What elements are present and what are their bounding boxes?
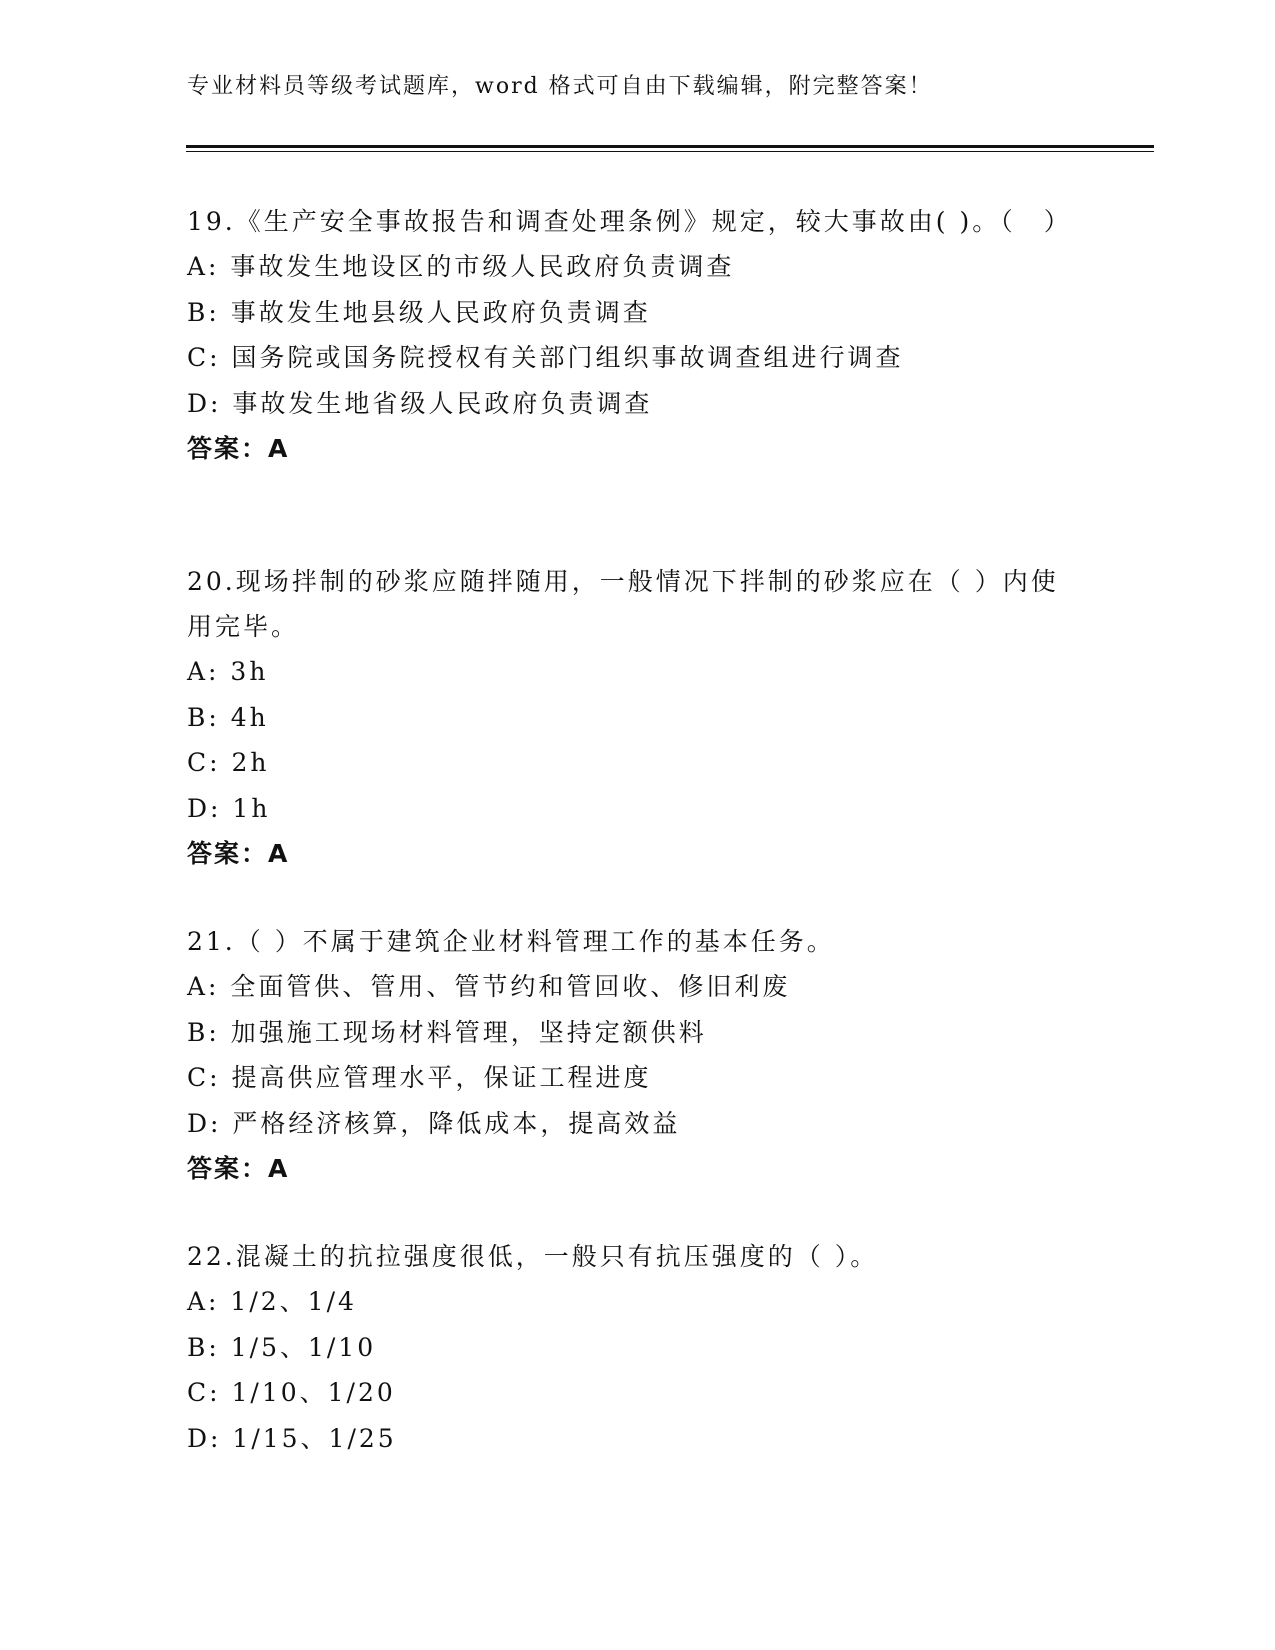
option-b: B: 加强施工现场材料管理，坚持定额供料 xyxy=(187,1017,707,1047)
answer: 答案：A xyxy=(187,434,290,463)
question-21 xyxy=(187,919,1067,1191)
question-stem: 21.（ ）不属于建筑企业材料管理工作的基本任务。 xyxy=(187,927,835,956)
option-a: A: 事故发生地设区的市级人民政府负责调查 xyxy=(187,252,735,281)
option-d: D: 严格经济核算，降低成本，提高效益 xyxy=(187,1108,681,1138)
question-19 xyxy=(187,199,1072,471)
option-c: C: 国务院或国务院授权有关部门组织事故调查组进行调查 xyxy=(187,343,904,372)
option-c: C: 2h xyxy=(187,748,270,777)
option-c: C: 提高供应管理水平，保证工程进度 xyxy=(187,1063,652,1092)
option-a: A: 3h xyxy=(187,657,269,686)
question-20 xyxy=(187,559,1067,876)
answer: 答案：A xyxy=(187,1154,290,1183)
answer: 答案：A xyxy=(187,839,290,868)
option-d: D: 1/15、1/25 xyxy=(187,1423,397,1453)
option-b: B: 4h xyxy=(187,702,269,732)
page-header: 专业材料员等级考试题库，word 格式可自由下载编辑，附完整答案！ xyxy=(187,74,933,99)
question-stem: 22.混凝土的抗拉强度很低，一般只有抗压强度的（ ）。 xyxy=(187,1242,879,1271)
question-stem: 19.《生产安全事故报告和调查处理条例》规定，较大事故由( )。（ ） xyxy=(187,207,1072,236)
option-c: C: 1/10、1/20 xyxy=(187,1378,396,1407)
option-b: B: 事故发生地县级人民政府负责调查 xyxy=(187,297,651,327)
question-stem: 20.现场拌制的砂浆应随拌随用，一般情况下拌制的砂浆应在（ ）内使用完毕。 xyxy=(187,567,1059,641)
option-d: D: 1h xyxy=(187,793,271,823)
option-d: D: 事故发生地省级人民政府负责调查 xyxy=(187,388,653,418)
option-a: A: 1/2、1/4 xyxy=(187,1287,357,1316)
header-rule-thin xyxy=(186,151,1154,152)
option-a: A: 全面管供、管用、管节约和管回收、修旧利废 xyxy=(187,972,791,1001)
option-b: B: 1/5、1/10 xyxy=(187,1332,377,1362)
header-rule-thick xyxy=(186,145,1154,148)
question-22 xyxy=(187,1234,1067,1461)
